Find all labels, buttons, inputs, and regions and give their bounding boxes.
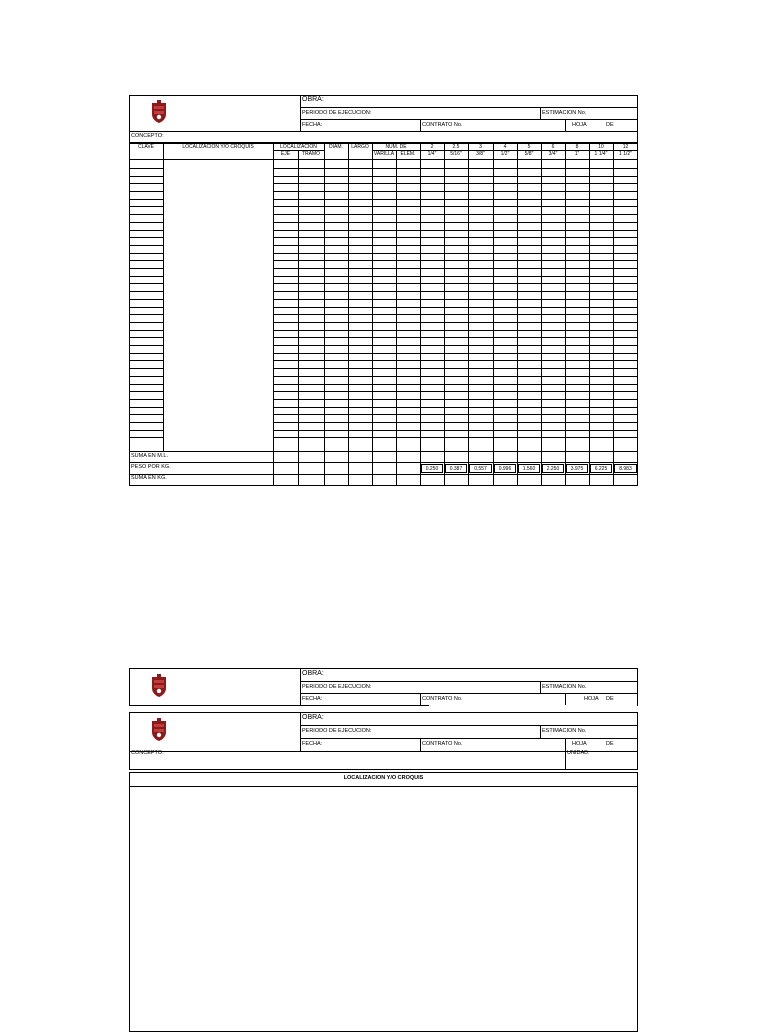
column-divider: [396, 150, 397, 486]
row-line: [129, 237, 163, 238]
row-line: [273, 183, 638, 184]
weight-per-kg-cell: 0.250: [421, 464, 443, 473]
hoja-label: HOJA: [572, 122, 587, 128]
institution-crest-icon: [150, 718, 168, 742]
periodo-label: PERIODO DE EJECUCION:: [302, 728, 372, 734]
bar-number-header: 3: [479, 144, 482, 150]
weight-per-kg-cell: 6.225: [590, 464, 612, 473]
obra-label: OBRA:: [302, 670, 324, 677]
fecha-label: FECHA:: [302, 122, 323, 128]
row-line: [273, 245, 638, 246]
row-line: [129, 307, 163, 308]
row-line: [129, 474, 638, 475]
de-label: DE: [606, 696, 614, 702]
row-line: [129, 183, 163, 184]
row-line: [273, 237, 638, 238]
weight-per-kg-cell: 8.983: [614, 464, 637, 473]
row-line: [129, 322, 163, 323]
row-line: [129, 260, 163, 261]
row-line: [129, 222, 163, 223]
bar-size-header: 1/4": [427, 151, 437, 157]
row-line: [273, 337, 638, 338]
row-line: [129, 214, 163, 215]
row-line: [273, 368, 638, 369]
row-line: [129, 376, 163, 377]
row-line: [273, 314, 638, 315]
row-line: [129, 462, 638, 463]
row-line: [129, 168, 163, 169]
concepto-label: CONCEPTO:: [131, 133, 164, 139]
suma-ml-label: SUMA EN M.L.: [131, 453, 168, 459]
row-line: [273, 360, 638, 361]
row-line: [129, 391, 163, 392]
institution-crest-icon: [150, 674, 168, 698]
hoja-label: HOJA: [584, 696, 599, 702]
row-line: [273, 353, 638, 354]
bar-number-header: 6: [551, 144, 555, 150]
row-line: [273, 260, 638, 261]
bar-number-header: 8: [575, 144, 579, 150]
de-label: DE: [606, 122, 614, 128]
bar-number-header: 2: [430, 144, 434, 150]
unidad-label: UNIDAD:: [567, 750, 590, 756]
row-line: [273, 384, 638, 385]
bar-size-header: 3/4": [548, 151, 558, 157]
row-line: [129, 399, 163, 400]
row-line: [273, 276, 638, 277]
row-line: [273, 437, 638, 438]
row-line: [129, 330, 163, 331]
row-line: [273, 345, 638, 346]
row-line: [129, 437, 163, 438]
fecha-label: FECHA:: [302, 696, 323, 702]
bar-number-header: 4: [503, 144, 507, 150]
row-line: [273, 422, 638, 423]
bar-size-header: 1 1/2": [619, 151, 632, 157]
row-line: [129, 451, 638, 452]
croquis-header: LOCALIZACION Y/O CROQUIS: [182, 144, 254, 150]
bar-size-header: 1": [574, 151, 580, 157]
weight-per-kg-cell: 2.250: [542, 464, 564, 473]
row-line: [273, 222, 638, 223]
row-line: [129, 191, 163, 192]
estimacion-label: ESTIMACION No.: [542, 728, 587, 734]
row-line: [273, 414, 638, 415]
estimacion-label: ESTIMACION No.: [542, 110, 587, 116]
row-line: [273, 291, 638, 292]
row-line: [273, 283, 638, 284]
weight-per-kg-cell: 0.996: [494, 464, 516, 473]
row-line: [129, 368, 163, 369]
num-de-header: NUM. DE: [385, 144, 407, 150]
croquis-box: [129, 772, 638, 1032]
row-line: [273, 253, 638, 254]
row-line: [129, 268, 163, 269]
form-3-header-box: [129, 712, 638, 770]
row-line: [273, 268, 638, 269]
bar-number-header: 2.5: [452, 144, 460, 150]
peso-kg-label: PESO POR KG.: [131, 464, 171, 470]
row-line: [273, 399, 638, 400]
row-line: [129, 199, 163, 200]
estimacion-label: ESTIMACION No.: [542, 684, 587, 690]
weight-per-kg-cell: 3.975: [566, 464, 588, 473]
contrato-label: CONTRATO No.: [422, 122, 463, 128]
weight-per-kg-cell: 1.560: [518, 464, 540, 473]
row-line: [129, 430, 163, 431]
header-divider: [129, 159, 638, 160]
varilla-header: VARILLA: [373, 151, 395, 157]
row-line: [273, 391, 638, 392]
row-line: [273, 214, 638, 215]
row-line: [129, 230, 163, 231]
row-line: [129, 422, 163, 423]
institution-crest-icon: [150, 100, 168, 124]
weight-per-kg-cell: 0.557: [469, 464, 492, 473]
diam-header: DIAM.: [329, 144, 343, 150]
tramo-header: TRAMO: [301, 151, 321, 157]
periodo-label: PERIODO DE EJECUCION:: [302, 684, 372, 690]
bar-number-header: 12: [622, 144, 629, 150]
largo-header: LARGO: [351, 144, 369, 150]
row-line: [129, 353, 163, 354]
row-line: [273, 376, 638, 377]
row-line: [129, 345, 163, 346]
row-line: [273, 330, 638, 331]
row-line: [129, 245, 163, 246]
row-line: [129, 384, 163, 385]
row-line: [273, 168, 638, 169]
row-line: [273, 206, 638, 207]
contrato-label: CONTRATO No.: [422, 696, 463, 702]
bar-number-header: 10: [598, 144, 604, 150]
row-line: [129, 414, 163, 415]
localizacion-header: LOCALIZACION: [280, 144, 317, 150]
column-divider: [163, 143, 164, 451]
row-line: [129, 283, 163, 284]
bar-size-header: 5/8": [524, 151, 534, 157]
suma-kg-label: SUMA EN KG.: [131, 475, 167, 481]
column-divider: [298, 150, 299, 486]
row-line: [129, 314, 163, 315]
row-line: [273, 199, 638, 200]
row-line: [129, 176, 163, 177]
contrato-label: CONTRATO No.: [422, 741, 463, 747]
row-line: [129, 253, 163, 254]
row-line: [129, 206, 163, 207]
de-label: DE: [606, 741, 614, 747]
row-line: [129, 276, 163, 277]
elem-header: ELEM.: [400, 151, 416, 157]
obra-label: OBRA:: [302, 714, 324, 721]
bar-size-header: 1 1/4": [594, 151, 608, 157]
bar-size-header: 1/2": [500, 151, 510, 157]
fecha-label: FECHA:: [302, 741, 323, 747]
bar-size-header: 5/16": [450, 151, 462, 157]
bar-size-header: 3/8": [476, 151, 485, 157]
row-line: [129, 337, 163, 338]
bar-number-header: 5: [527, 144, 531, 150]
row-line: [273, 176, 638, 177]
row-line: [273, 322, 638, 323]
hoja-label: HOJA: [572, 741, 587, 747]
eje-header: EJE: [280, 151, 291, 157]
periodo-label: PERIODO DE EJECUCION:: [302, 110, 372, 116]
croquis-title: LOCALIZACION Y/O CROQUIS: [343, 775, 424, 781]
row-line: [273, 299, 638, 300]
obra-label: OBRA:: [302, 96, 324, 103]
row-line: [273, 230, 638, 231]
row-line: [273, 307, 638, 308]
row-line: [129, 299, 163, 300]
row-line: [273, 191, 638, 192]
clave-header: CLAVE: [137, 144, 155, 150]
weight-per-kg-cell: 0.387: [445, 464, 467, 473]
row-line: [273, 407, 638, 408]
row-line: [129, 360, 163, 361]
row-line: [129, 407, 163, 408]
row-line: [273, 430, 638, 431]
concepto-label: CONCEPTO:: [131, 750, 164, 756]
row-line: [129, 291, 163, 292]
